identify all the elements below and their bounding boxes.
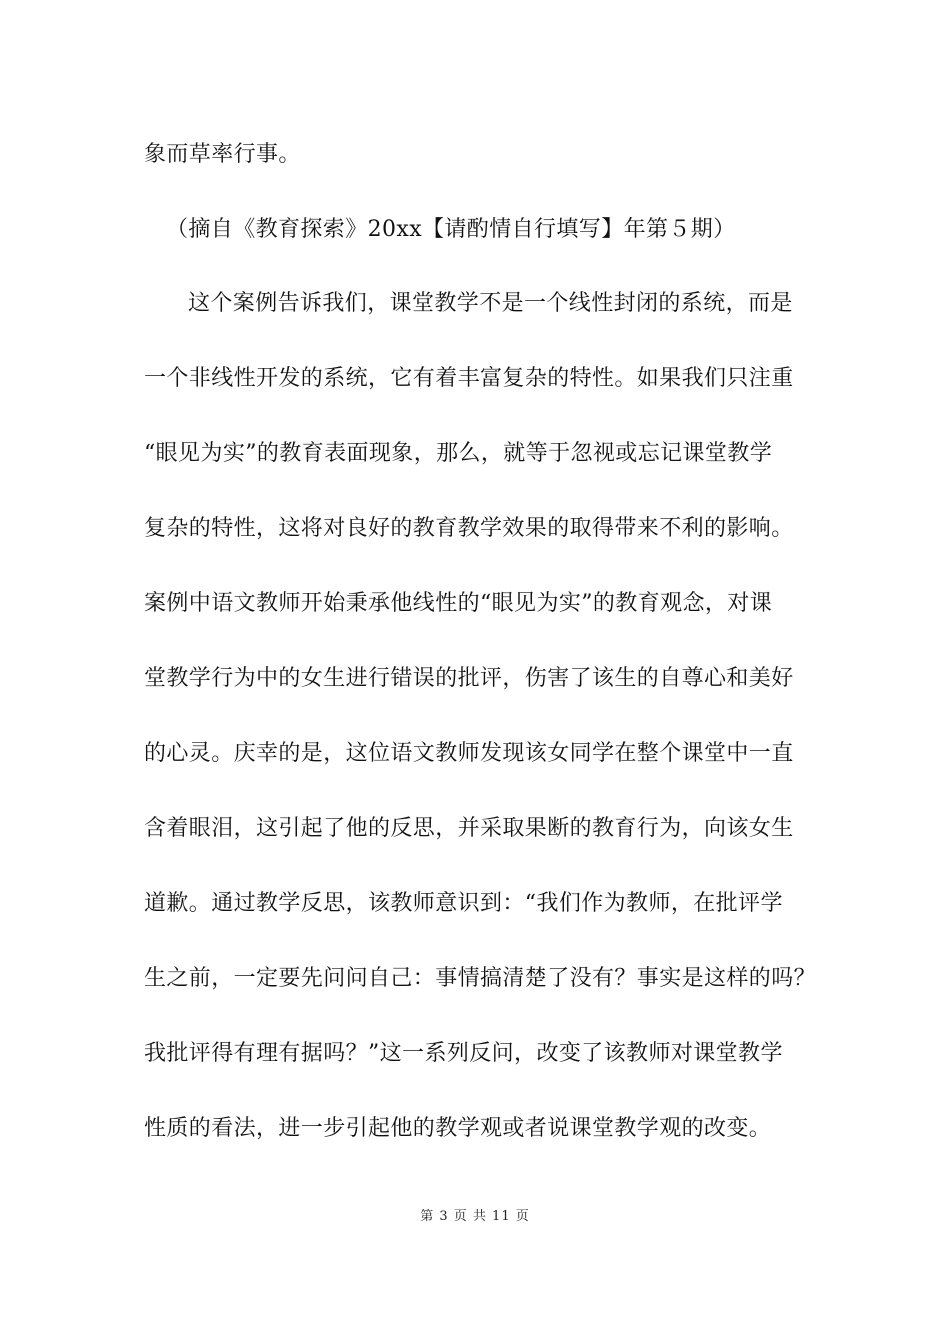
- text-line: 性质的看法，进一步引起他的教学观或者说课堂教学观的改变。: [144, 1116, 772, 1141]
- text-line: 一个非线性开发的系统，它有着丰富复杂的特性。如果我们只注重: [144, 366, 794, 391]
- page-number-footer: 第 3 页 共 11 页: [420, 1209, 530, 1224]
- text-line: 生之前，一定要先问问自己：事情搞清楚了没有？事实是这样的吗？: [144, 966, 817, 991]
- text-line: 的心灵。庆幸的是，这位语文教师发现该女同学在整个课堂中一直: [144, 741, 794, 766]
- citation-line: （摘自《教育探索》20xx【请酌情自行填写】年第５期）: [166, 217, 736, 242]
- text-line: “眼见为实”的教育表面现象，那么，就等于忽视或忘记课堂教学: [144, 441, 773, 466]
- text-line: 象而草率行事。: [144, 142, 301, 167]
- text-line: 案例中语文教师开始秉承他线性的“眼见为实”的教育观念，对课: [144, 591, 773, 616]
- text-line: 含着眼泪，这引起了他的反思，并采取果断的教育行为，向该女生: [144, 816, 794, 841]
- text-line: 复杂的特性，这将对良好的教育教学效果的取得带来不利的影响。: [144, 516, 794, 541]
- paragraph-first-line: 这个案例告诉我们，课堂教学不是一个线性封闭的系统，而是: [188, 291, 793, 316]
- text-line: 堂教学行为中的女生进行错误的批评，伤害了该生的自尊心和美好: [144, 666, 794, 691]
- text-line: 我批评得有理有据吗？”这一系列反问，改变了该教师对课堂教学: [144, 1041, 783, 1066]
- text-line: 道歉。通过教学反思，该教师意识到：“我们作为教师，在批评学: [144, 891, 783, 916]
